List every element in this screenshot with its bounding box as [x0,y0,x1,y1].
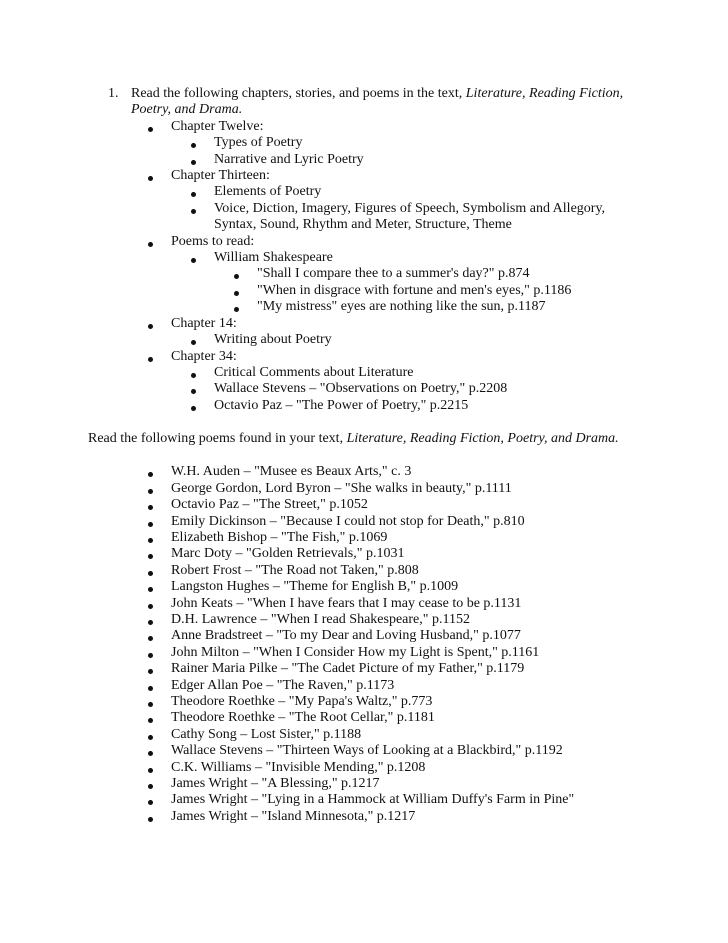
bullet-icon [148,751,153,756]
bullet-icon [148,800,153,805]
chapter-label: Poems to read: [171,234,255,249]
chapter-item: Writing about Poetry [214,332,332,347]
list1-intro-text: Read the following chapters, stories, and poems in the text, [131,86,466,101]
bullet-icon [148,127,153,132]
poem-list-item: Theodore Roethke – "My Papa's Waltz," p.773 [171,694,433,709]
list1-intro-line2 [131,102,242,118]
bullet-icon [191,192,196,197]
poem-list-item: Wallace Stevens – "Thirteen Ways of Looking at a Blackbird," p.1192 [171,743,563,758]
bullet-icon [148,702,153,707]
poem-list-item: James Wright – "Island Minnesota," p.1217 [171,809,416,824]
bullet-icon [148,653,153,658]
chapter-label: Chapter 34: [171,349,237,364]
poem-list-item: Emily Dickinson – "Because I could not stop for Death," p.810 [171,514,525,529]
chapter-item-continuation: Syntax, Sound, Rhythm and Meter, Structure, Theme [214,217,512,232]
bullet-icon [148,718,153,723]
chapter-label: Chapter 14: [171,316,237,331]
poem-list-item: James Wright – "A Blessing," p.1217 [171,776,380,791]
bullet-icon [148,242,153,247]
bullet-icon [148,587,153,592]
chapter-item: Types of Poetry [214,135,303,150]
chapter-item: William Shakespeare [214,250,333,265]
section2-intro [88,431,619,447]
poem-list-item: Rainer Maria Pilke – "The Cadet Picture of my Father," p.1179 [171,661,525,676]
bullet-icon [148,686,153,691]
poem-list-item: John Keats – "When I have fears that I may cease to be p.1131 [171,596,522,611]
poem-list-item: John Milton – "When I Consider How my Light is Spent," p.1161 [171,645,540,660]
bullet-icon [148,554,153,559]
bullet-icon [148,324,153,329]
bullet-icon [148,489,153,494]
chapter-item: Wallace Stevens – "Observations on Poetry," p.2208 [214,381,508,396]
chapter-item: Elements of Poetry [214,184,322,199]
poem-list-item: Elizabeth Bishop – "The Fish," p.1069 [171,530,388,545]
bullet-icon [148,522,153,527]
bullet-icon [191,340,196,345]
poem-subitem: "When in disgrace with fortune and men's eyes," p.1186 [257,283,572,298]
section2-book-title: Literature, Reading Fiction, Poetry, and Drama. [346,431,619,446]
section2-intro-text: Read the following poems found in your text, [88,431,347,446]
poem-list-item: Cathy Song – Lost Sister," p.1188 [171,727,362,742]
bullet-icon [148,505,153,510]
list1-intro-line1 [131,86,623,102]
bullet-icon [148,620,153,625]
bullet-icon [148,472,153,477]
bullet-icon [148,735,153,740]
bullet-icon [148,636,153,641]
chapter-item: Voice, Diction, Imagery, Figures of Speech, Symbolism and Allegory, [214,201,606,216]
bullet-icon [148,768,153,773]
poem-list-item: Langston Hughes – "Theme for English B," p.1009 [171,579,459,594]
poem-list-item: Edger Allan Poe – "The Raven," p.1173 [171,678,395,693]
bullet-icon [148,571,153,576]
poem-list-item: Theodore Roethke – "The Root Cellar," p.1181 [171,710,435,725]
bullet-icon [191,373,196,378]
poem-list-item: D.H. Lawrence – "When I read Shakespeare," p.1152 [171,612,470,627]
list1-book-title-part2: Poetry, and Drama. [131,102,243,117]
bullet-icon [191,209,196,214]
bullet-icon [148,176,153,181]
poem-list-item: W.H. Auden – "Musee es Beaux Arts," c. 3 [171,464,412,479]
bullet-icon [234,307,239,312]
poem-list-item: George Gordon, Lord Byron – "She walks in beauty," p.1111 [171,481,512,496]
poem-list-item: Robert Frost – "The Road not Taken," p.808 [171,563,419,578]
bullet-icon [191,389,196,394]
bullet-icon [148,604,153,609]
bullet-icon [148,784,153,789]
bullet-icon [148,357,153,362]
poem-list-item: C.K. Williams – "Invisible Mending," p.1208 [171,760,426,775]
bullet-icon [234,274,239,279]
poem-subitem: "My mistress" eyes are nothing like the sun, p.1187 [257,299,546,314]
bullet-icon [234,291,239,296]
chapter-label: Chapter Thirteen: [171,168,270,183]
poem-list-item: Octavio Paz – "The Street," p.1052 [171,497,368,512]
poem-list-item: Anne Bradstreet – "To my Dear and Loving Husband," p.1077 [171,628,521,643]
bullet-icon [148,669,153,674]
poem-list-item: Marc Doty – "Golden Retrievals," p.1031 [171,546,405,561]
bullet-icon [191,258,196,263]
bullet-icon [191,160,196,165]
chapter-item: Octavio Paz – "The Power of Poetry," p.2215 [214,398,469,413]
bullet-icon [148,817,153,822]
bullet-icon [191,406,196,411]
chapter-item: Narrative and Lyric Poetry [214,152,364,167]
chapter-label: Chapter Twelve: [171,119,264,134]
list1-book-title-part1: Literature, Reading Fiction, [465,86,624,101]
chapter-item: Critical Comments about Literature [214,365,414,380]
poem-subitem: "Shall I compare thee to a summer's day?" p.874 [257,266,530,281]
poem-list-item: James Wright – "Lying in a Hammock at William Duffy's Farm in Pine" [171,792,575,807]
bullet-icon [148,538,153,543]
bullet-icon [191,143,196,148]
list-number: 1. [108,86,119,101]
